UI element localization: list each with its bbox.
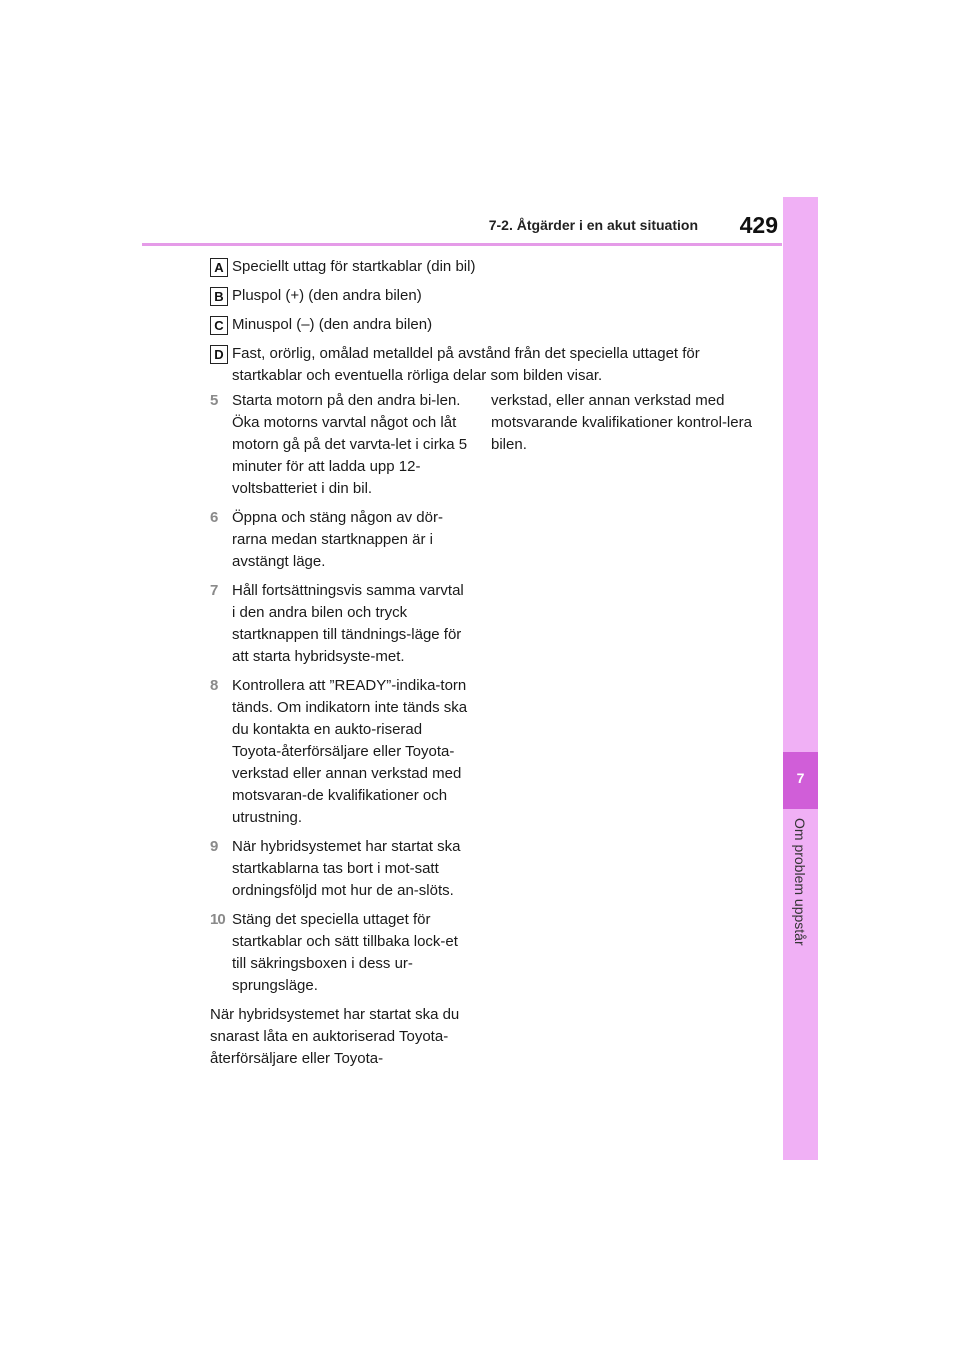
- legend-text: Pluspol (+) (den andra bilen): [232, 287, 422, 304]
- step-item: [210, 507, 468, 573]
- continuation-paragraph: verkstad, eller annan verkstad med motsvarande kvalifikationer kontrol-lera bilen.: [491, 392, 752, 453]
- section-title: 7-2. Åtgärder i en akut situation: [488, 217, 698, 233]
- step-number: 8: [210, 677, 219, 694]
- step-text: Stäng det speciella uttaget för startkablar och sätt tillbaka lock-et till säkringsboxen i dess ur-sprungsläge.: [232, 911, 458, 994]
- legend-text: Minuspol (–) (den andra bilen): [232, 316, 433, 333]
- step-number: 10: [210, 911, 225, 928]
- steps-column: [210, 390, 468, 1070]
- page-number: 429: [739, 212, 778, 238]
- legend-key: D: [210, 345, 228, 364]
- legend-key: B: [210, 287, 228, 306]
- legend-item: [210, 314, 770, 336]
- header-divider: [142, 243, 782, 246]
- step-item: [210, 580, 468, 668]
- step-item: [210, 909, 468, 997]
- step-item: [210, 390, 468, 500]
- legend-item: [210, 256, 770, 278]
- legend-text: Fast, orörlig, omålad metalldel på avstånd från det speciella uttaget för startkablar och eventuella rörliga delar som bilden visar.: [232, 345, 700, 384]
- step-text: Håll fortsättningsvis samma varvtal i den andra bilen och tryck startknappen till tändnings-läge för att starta hybridsyste-met.: [232, 582, 464, 665]
- legend-key: A: [210, 258, 228, 277]
- figure-legend: [210, 256, 770, 394]
- chapter-label: Om problem uppstår: [792, 818, 808, 946]
- legend-item: [210, 343, 770, 387]
- closing-paragraph: När hybridsystemet har startat ska du snarast låta en auktoriserad Toyota-återförsäljare eller Toyota-: [210, 1006, 460, 1067]
- step-number: 7: [210, 582, 219, 599]
- step-number: 9: [210, 838, 219, 855]
- step-item: [210, 836, 468, 902]
- chapter-side-tab: [783, 197, 818, 1160]
- legend-key: C: [210, 316, 228, 335]
- step-text: Kontrollera att ”READY”-indika-torn tänds. Om indikatorn inte tänds ska du kontakta en aukto-riserad Toyota-återförsäljare eller Toyota-verkstad eller annan verkstad med motsvaran-de kvalifikationer och utrustning.: [232, 677, 468, 826]
- step-text: Starta motorn på den andra bi-len. Öka motorns varvtal något och låt motorn gå på det varvta-let i cirka 5 minuter för att ladda upp 12-voltsbatteriet i din bil.: [232, 392, 468, 497]
- legend-text: Speciellt uttag för startkablar (din bil): [232, 258, 476, 275]
- step-number: 6: [210, 509, 219, 526]
- step-number: 5: [210, 392, 219, 409]
- chapter-number: 7: [796, 770, 805, 786]
- legend-item: [210, 285, 770, 307]
- step-text: Öppna och stäng någon av dör-rarna medan startknappen är i avstängt läge.: [232, 509, 443, 570]
- step-text: När hybridsystemet har startat ska startkablarna tas bort i mot-satt ordningsföljd mot hur de an-slöts.: [232, 838, 461, 899]
- step-item: [210, 675, 468, 829]
